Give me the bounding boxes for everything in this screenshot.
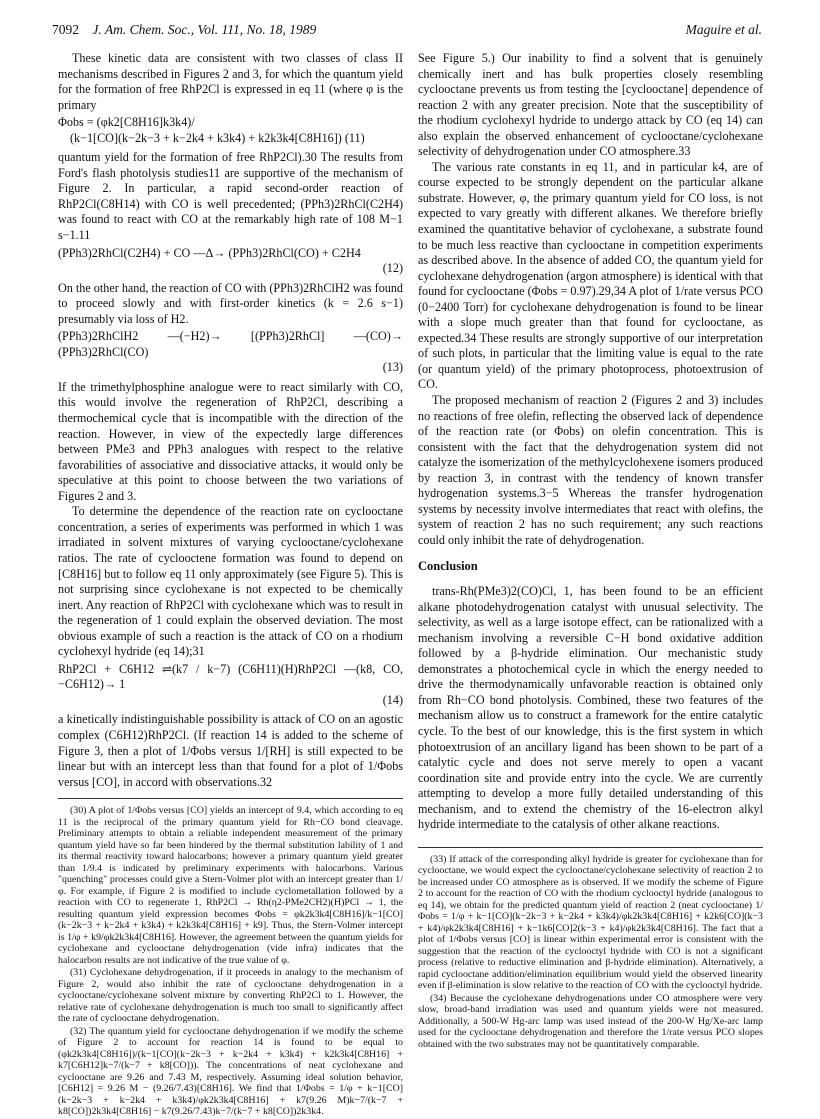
- left-paragraph-2: quantum yield for the formation of free RhP2Cl).30 The results from Ford's flash photolysis studies11 are supportive of the mechanism of Figure 2. In particular, a rapid second-order reaction of RhP2Cl(C8H14) with CO is well precedented; (PPh3)2RhCl(C2H4) was found to react with CO at the remarkably high rate of 108 M−1 s−1.11: [58, 150, 403, 243]
- left-paragraph-6: a kinetically indistinguishable possibility is attack of CO on an agostic complex (C6H12)RhP2Cl. (If reaction 14 is added to the scheme of Figure 3, then a plot of 1/Φobs versus 1/[RH] is still expected to be linear but with an intercept less than that found for a plot of 1/Φobs versus [CO], in accord with observations.32: [58, 712, 403, 789]
- left-paragraph-1: These kinetic data are consistent with two classes of class II mechanisms described in Figures 2 and 3, for which the quantum yield for the formation of free RhP2Cl is expressed in eq 11 (where φ is the primary: [58, 51, 403, 112]
- equation-13-number: (13): [382, 360, 403, 375]
- equation-11-line-1: Φobs = (φk2[C8H16]k3k4)/: [58, 115, 195, 130]
- footnote-31: (31) Cyclohexane dehydrogenation, if it proceeds in analogy to the mechanism of Figure 2, would also inhibit the rate of cyclooctane dehydrogenation in a cyclooctane/cyclohexane solvent mixture by converting RhP2Cl to 1. However, the relative rate of cyclohexane dehydrogenation is much too small to significantly affect the rate of cyclooctane dehydrogenation.: [58, 967, 403, 1025]
- right-paragraph-3: The proposed mechanism of reaction 2 (Figures 2 and 3) includes no reactions of free olefin, reflecting the observed lack of dependence of the reaction rate (or Φobs) on olefin concentration. This is consistent with the fact that the dehydrogenation system did not catalyze the isomerization of the methylcyclohexene isomers produced by reaction 3, in contrast with the tendency of known transfer hydrogenation systems.3−5 Whereas the transfer hydrogenation systems by necessity involve intermediates that react with olefins, the system of reaction 2 has no such requirement; any such reactions could only inhibit the rate of dehydrogenation.: [418, 393, 763, 547]
- equation-14: [58, 662, 403, 709]
- right-paragraph-conclusion: trans-Rh(PMe3)2(CO)Cl, 1, has been found to be an efficient alkane photodehydrogenation catalyst with unusual selectivity. The selectivity, as well as a large isotope effect, can be rationalized with a mechanism involving a reversible C−H bond oxidative addition followed by a β-hydride elimination. Our mechanistic study demonstrates a photochemical cycle in which the energy needed to drive the thermodynamically unfavorable reaction is obtained only from Rh−CO bond photolysis. Combined, these two features of the mechanism allow us to construct a framework for the entire catalytic cycle. To the best of our knowledge, this is the first system in which photoextrusion of an ancillary ligand has been shown to be part of a catalytic cycle and does not serve merely to open a vacant coordination site and provide entry into the cycle. We are currently attempting to develop a more fully detailed understanding of this mechanism, and to extend the chemistry of the 16-electron alkyl hydride intermediate to the catalysis of other alkane reactions.: [418, 584, 763, 832]
- page-number: 7092: [52, 22, 79, 37]
- equation-12-text: (PPh3)2RhCl(C2H4) + CO —Δ→ (PPh3)2RhCl(CO) + C2H4: [58, 245, 361, 260]
- equation-13: [58, 329, 403, 376]
- left-paragraph-5: To determine the dependence of the reaction rate on cyclooctane concentration, a series of experiments was performed in which 1 was irradiated in solvent mixtures of varying cyclooctane/cyclohexane ratios. The rate of cyclooctene formation was found to depend on [C8H16] but to follow eq 11 only approximately (see Figure 5). This is not surprising since cyclohexane is not expected to be chemically inert. Any reaction of RhP2Cl with cyclohexane which was to result in the regeneration of 1 could explain the observed deviation. The most obvious example of such a reaction is the attack of CO on a rhodium cyclohexyl hydride (eq 14);31: [58, 504, 403, 659]
- running-header: [52, 22, 762, 40]
- right-column: [418, 51, 763, 1051]
- author-running-head: Maguire et al.: [685, 22, 762, 37]
- footnote-divider: [58, 798, 403, 799]
- footnote-32: (32) The quantum yield for cyclooctane dehydrogenation if we modify the scheme of Figure 2 to account for reaction 14 is found to be equal to (φk2k3k4[C8H16])/(k−1[CO](k−2k−3 + k−2k4 + k3k4) + k2k3k4[C8H16] + k7[C6H12]k−7/(k−7 + k8[CO])). The concentrations of neat cyclohexane and cyclooctane are 9.26 and 7.43 M, respectively. Assuming ideal solution behavior, [C6H12] = 9.26 M − (9.26/7.43)[C8H16]. We find that 1/Φobs = 1/φ + k−1[CO](k−2k−3 + k−2k4 + k3k4)/φk2k3k4[C8H16] + k7(9.26 M)k−7/(k−7 + k8[CO])2k3k4[C8H16] − k7(9.26/7.43)k−7/(k−7 + k8[CO])2k3k4.: [58, 1025, 403, 1118]
- footnote-divider-right: [418, 847, 763, 848]
- left-column: [58, 51, 403, 1119]
- journal-citation: J. Am. Chem. Soc., Vol. 111, No. 18, 1989: [92, 22, 317, 37]
- right-paragraph-1: See Figure 5.) Our inability to find a solvent that is genuinely chemically inert and has bulk properties closely resembling cyclooctane prevents us from testing the [cyclooctane] dependence of reaction 2 with any greater precision. Note that the susceptibility of the rhodium cyclohexyl hydride to undergo attack by CO (eq 14) can also explain the observed enhancement of cyclooctane/cyclohexane selectivity of dehydrogenation under CO atmosphere.33: [418, 51, 763, 159]
- footnote-33: (33) If attack of the corresponding alkyl hydride is greater for cyclohexane than for cyclooctane, we would expect the cyclooctane/cyclohexane selectivity of reaction 2 to be increased under CO atmosphere as is observed. If we modify the scheme of Figure 2 to account for the reaction of CO with the rhodium cyclooctyl hydride (analogous to eq 14), we obtain for the predicted quantum yield of reaction 2 (neat cyclooctane) 1/Φobs = 1/φ + k−1[CO](k−2k−3 + k−2k4 + k3k4)/φk2k3k4[C8H16] + k2k6[CO](k−3 + k4)/φk2k3k4[C8H16] + k−1k6[CO]2(k−3 + k4)/φk2k3k4[C8H16]. The fact that a plot of 1/Φobs versus [CO] is linear within experimental error is consistent with the suggestion that the reaction of the cyclooctyl hydride with CO is not a significant process (relative to reductive elimination and β-hydride elimination). Alternatively, a rapid cyclooctane addition/elimination equilibrium would yield the observed linearity even if β-elimination is slow relative to the reaction of CO with the cyclooctyl hydride.: [418, 853, 763, 992]
- equation-12-number: (12): [382, 261, 403, 276]
- footnote-34: (34) Because the cyclohexane dehydrogenations under CO atmosphere were very slow, broad-band irradiation was used and quantum yields were not measured. Additionally, a 500-W Hg-arc lamp was used instead of the 200-W Hg/Xe-arc lamp used for the cyclooctane dehydrogenation and therefore the 1/rate versus PCO slopes obtained with the two substrates may not be quantitatively comparable.: [418, 992, 763, 1050]
- left-paragraph-3: On the other hand, the reaction of CO with (PPh3)2RhClH2 was found to proceed slowly and with first-order kinetics (k = 2.6 s−1) presumably via loss of H2.: [58, 280, 403, 326]
- conclusion-heading: Conclusion: [418, 558, 478, 573]
- equation-11: [58, 115, 403, 146]
- equation-14-text: RhP2Cl + C6H12 ⇌(k7 / k−7) (C6H11)(H)RhP2Cl —(k8, CO, −C6H12)→ 1: [58, 661, 403, 692]
- left-paragraph-4: If the trimethylphosphine analogue were to react similarly with CO, this would involve the regeneration of RhP2Cl, describing a thermochemical cycle that is incompatible with the direction of the reaction. However, in view of the expectedly large differences between PMe3 and PPh3 analogues with respect to the relative favorabilities of associative and dissociative attacks, it would only be speculative at this point to choose between the two variations of Figures 2 and 3.: [58, 379, 403, 503]
- right-paragraph-2: The various rate constants in eq 11, and in particular k4, are of course expected to be strongly dependent on the particular alkane substrate. However, φ, the primary quantum yield for CO loss, is not expected to vary greatly with different alkanes. We therefore briefly examined the quantitative behavior of cyclohexane, a substrate found to be much less reactive than cyclooctane in competition experiments as described above. In the absence of added CO, the quantum yield for cyclohexane dehydrogenation (argon atmosphere) is identical with that found for cyclooctane (Φobs = 0.97).29,34 A plot of 1/rate versus PCO (0−2400 Torr) for cyclohexane dehydrogenation is found to be linear with a slope much greater than that found for cyclooctane, as expected.34 These results are strongly supportive of our interpretation of such plots, in particular that the limiting value is equal to the rate (or quantum yield) of the primary photoprocess, photoextrusion of CO.: [418, 159, 763, 392]
- equation-12: [58, 246, 403, 277]
- equation-14-number: (14): [382, 692, 403, 707]
- equation-11-line-2: (k−1[CO](k−2k−3 + k−2k4 + k3k4) + k2k3k4[C8H16]) (11): [70, 130, 365, 145]
- equation-13-text: (PPh3)2RhClH2 —(−H2)→ [(PPh3)2RhCl] —(CO)→ (PPh3)2RhCl(CO): [58, 329, 403, 359]
- header-left: [52, 22, 326, 40]
- footnote-30: (30) A plot of 1/Φobs versus [CO] yields an intercept of 9.4, which according to eq 11 is the reciprocal of the primary quantum yield for Rh−CO bond cleavage. Preliminary attempts to obtain a reliable independent measurement of the primary quantum yield have so far been hindered by the thermal substitution lability of 1 and its thermal reactivity toward halocarbons; however a primary quantum yield greater than 1/9.4 is indicated by preliminary experiments with halocarbons. Various "quenching" processes could give a Stern-Volmer plot with an intercept greater than 1/φ. For example, if Figure 2 is modified to include cyclometallation followed by a reaction with CO to regenerate 1, RhP2Cl → Rh(η2-PMe2CH2)(H)PCl → 1, the resulting quantum yield expression becomes Φobs = φk2k3k4[C8H16]/k−1[CO](k−2k−3 + k−2k4 + k3k4) + k2k3k4[C8H16] + k9]. Thus, the Stern-Volmer intercept is 1/φ + k9/φk2k3k4[C8H16]. However, the agreement between the quantum yields for cyclohexane and cyclooctane dehydrogenation (vide infra) indicates that the halocarbon results are not indicative of the true value of φ.: [58, 805, 403, 966]
